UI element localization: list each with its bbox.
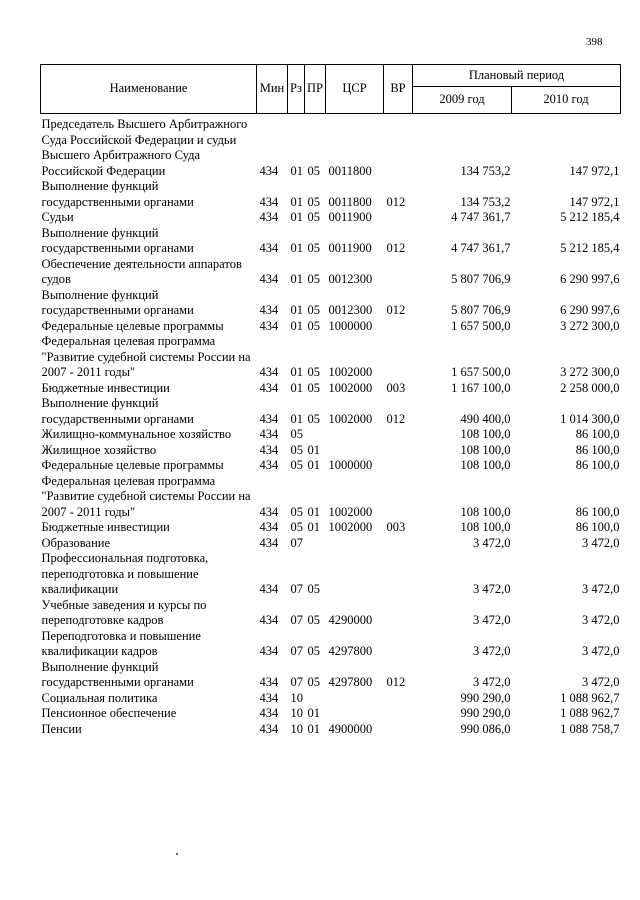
- cell-rz: 01: [290, 380, 303, 395]
- cell-pr: 05: [307, 163, 320, 178]
- cell-vr: [384, 551, 413, 598]
- cell-vr: 012: [386, 194, 406, 209]
- table-row: [41, 629, 621, 660]
- cell-2010: 6 290 997,6: [560, 272, 620, 286]
- header-pr: ПР: [305, 65, 326, 114]
- header-csr: ЦСР: [326, 65, 384, 114]
- cell-name: Социальная политика: [41, 690, 158, 705]
- cell-2009: 4 747 361,7: [451, 241, 511, 255]
- cell-name: Жилищно-коммунальное хозяйство: [41, 427, 232, 441]
- cell-vr: [384, 334, 413, 381]
- cell-2010: 86 100,0: [575, 442, 620, 457]
- cell-csr: [326, 691, 384, 707]
- cell-name: Бюджетные инвестиции: [41, 380, 170, 395]
- cell-2010: 86 100,0: [575, 427, 620, 441]
- cell-vr: [384, 691, 413, 707]
- table-row: [41, 706, 621, 722]
- cell-2010: 3 272 300,0: [560, 318, 620, 333]
- cell-csr: 1002000: [328, 365, 373, 379]
- cell-rz: 01: [290, 303, 303, 317]
- cell-rz: 07: [290, 535, 303, 550]
- cell-pr: 05: [307, 303, 320, 317]
- table-row: [41, 179, 621, 210]
- cell-name: Председатель Высшего Арбитражного Суда Российской Федерации и судьи Высшего Арбитражного Суда Российской Федерации: [41, 117, 248, 178]
- cell-vr: [384, 427, 413, 443]
- cell-name: Пенсионное обеспечение: [41, 706, 177, 720]
- cell-pr: 01: [307, 458, 320, 472]
- cell-2010: 3 272 300,0: [560, 365, 620, 379]
- cell-rz: 05: [290, 427, 303, 441]
- cell-pr: [305, 427, 326, 443]
- cell-pr: 05: [307, 644, 320, 658]
- cell-min: 434: [259, 690, 279, 705]
- cell-min: 434: [259, 427, 279, 441]
- cell-csr: 0011800: [328, 163, 372, 178]
- cell-2009: 108 100,0: [460, 520, 511, 534]
- cell-2009: 4 747 361,7: [451, 210, 511, 224]
- header-year-2010: 2010 год: [512, 87, 621, 114]
- cell-rz: 01: [290, 194, 303, 209]
- table-row: [41, 319, 621, 335]
- cell-csr: 1002000: [328, 380, 373, 395]
- cell-csr: 0011900: [328, 241, 372, 255]
- table-body: [41, 114, 621, 738]
- cell-name: Выполнение функций государственными органами: [41, 179, 194, 209]
- cell-rz: 01: [290, 163, 303, 178]
- cell-csr: 1000000: [328, 318, 373, 333]
- cell-2010: 3 472,0: [582, 613, 620, 627]
- cell-vr: [384, 474, 413, 521]
- cell-csr: [326, 427, 384, 443]
- table-row: [41, 427, 621, 443]
- cell-2010: 86 100,0: [575, 458, 620, 472]
- cell-vr: 012: [386, 411, 406, 426]
- cell-name: Выполнение функций государственными органами: [41, 225, 194, 255]
- cell-2009: 5 807 706,9: [451, 303, 511, 317]
- cell-2009: 3 472,0: [473, 675, 511, 689]
- cell-name: Образование: [41, 535, 111, 550]
- cell-2010: 5 212 185,4: [560, 241, 620, 255]
- cell-rz: 10: [290, 721, 303, 736]
- cell-name: Федеральная целевая программа "Развитие судебной системы России на 2007 - 2011 годы": [41, 473, 251, 519]
- cell-min: 434: [259, 163, 279, 178]
- cell-rz: 01: [290, 241, 303, 255]
- cell-2009: 5 807 706,9: [451, 272, 511, 286]
- cell-pr: 01: [307, 520, 320, 534]
- cell-2010: 1 088 962,7: [560, 690, 620, 705]
- cell-name: Профессиональная подготовка, переподготовка и повышение квалификации: [41, 551, 209, 596]
- page-number: 398: [586, 36, 603, 48]
- cell-min: 434: [259, 272, 279, 286]
- cell-name: Жилищное хозяйство: [41, 442, 157, 457]
- cell-rz: 07: [290, 613, 303, 627]
- header-name: Наименование: [41, 65, 257, 114]
- cell-csr: 0012300: [328, 303, 373, 317]
- cell-name: Выполнение функций государственными органами: [41, 396, 194, 426]
- cell-min: 434: [259, 520, 279, 534]
- table-row: [41, 381, 621, 397]
- cell-2009: 3 472,0: [473, 613, 511, 627]
- cell-2009: 490 400,0: [460, 411, 511, 426]
- cell-2009: 108 100,0: [460, 458, 511, 472]
- cell-min: 434: [259, 458, 279, 472]
- budget-table: [40, 64, 621, 737]
- cell-pr: 05: [307, 613, 320, 627]
- cell-2010: 1 088 962,7: [560, 706, 620, 720]
- cell-name: Выполнение функций государственными органами: [41, 287, 194, 317]
- scan-speck: [176, 853, 178, 855]
- cell-vr: [384, 536, 413, 552]
- header-rz: Рз: [288, 65, 305, 114]
- cell-pr: 01: [307, 442, 320, 457]
- cell-2009: 3 472,0: [473, 582, 511, 596]
- cell-2010: 1 088 758,7: [560, 721, 620, 736]
- table-row: [41, 691, 621, 707]
- cell-min: 434: [259, 303, 279, 317]
- header-plan-period: Плановый период: [413, 65, 621, 87]
- cell-vr: [384, 443, 413, 459]
- cell-pr: [305, 536, 326, 552]
- cell-pr: 01: [307, 504, 320, 519]
- cell-vr: [384, 598, 413, 629]
- cell-csr: 4297800: [328, 675, 373, 689]
- cell-rz: 10: [290, 706, 303, 720]
- cell-rz: 07: [290, 582, 303, 596]
- cell-min: 434: [259, 706, 279, 720]
- cell-pr: [305, 691, 326, 707]
- cell-2010: 6 290 997,6: [560, 303, 620, 317]
- cell-min: 434: [259, 675, 279, 689]
- cell-csr: 1002000: [328, 411, 373, 426]
- cell-2009: 1 657 500,0: [451, 365, 511, 379]
- cell-name: Бюджетные инвестиции: [41, 520, 170, 534]
- cell-2010: 147 972,1: [569, 163, 620, 178]
- cell-min: 434: [259, 411, 279, 426]
- cell-2009: 108 100,0: [460, 427, 511, 441]
- cell-2010: 147 972,1: [569, 194, 620, 209]
- cell-2009: 990 290,0: [460, 690, 511, 705]
- cell-2010: 2 258 000,0: [560, 380, 620, 395]
- cell-2009: 108 100,0: [460, 442, 511, 457]
- cell-min: 434: [259, 194, 279, 209]
- cell-pr: 05: [307, 582, 320, 596]
- cell-min: 434: [259, 442, 279, 457]
- cell-pr: 01: [307, 721, 320, 736]
- cell-rz: 01: [290, 365, 303, 379]
- cell-min: 434: [259, 210, 279, 224]
- cell-pr: 05: [307, 318, 320, 333]
- cell-vr: [384, 629, 413, 660]
- cell-vr: [384, 722, 413, 738]
- cell-csr: [326, 443, 384, 459]
- cell-2010: 86 100,0: [575, 504, 620, 519]
- cell-min: 434: [259, 613, 279, 627]
- cell-rz: 05: [290, 504, 303, 519]
- cell-name: Федеральные целевые программы: [41, 458, 224, 472]
- cell-csr: 0012300: [328, 272, 373, 286]
- cell-min: 434: [259, 380, 279, 395]
- table-row: [41, 334, 621, 381]
- cell-pr: 05: [307, 675, 320, 689]
- cell-2009: 990 290,0: [460, 706, 511, 720]
- cell-2010: 3 472,0: [582, 644, 620, 658]
- table-row: [41, 210, 621, 226]
- cell-vr: [384, 114, 413, 180]
- cell-min: 434: [259, 535, 279, 550]
- cell-2010: 5 212 185,4: [560, 210, 620, 224]
- cell-2010: 3 472,0: [582, 535, 620, 550]
- cell-vr: 003: [386, 380, 406, 395]
- header-vr: ВР: [384, 65, 413, 114]
- cell-pr: 01: [307, 706, 320, 720]
- cell-csr: 4900000: [328, 721, 373, 736]
- cell-min: 434: [259, 644, 279, 658]
- cell-csr: [326, 706, 384, 722]
- cell-2010: 1 014 300,0: [560, 411, 620, 426]
- cell-rz: 05: [290, 458, 303, 472]
- cell-vr: [384, 210, 413, 226]
- cell-rz: 01: [290, 210, 303, 224]
- cell-csr: 0011900: [328, 210, 372, 224]
- header-min: Мин: [257, 65, 288, 114]
- table-header: [41, 65, 621, 114]
- cell-csr: 0011800: [328, 194, 372, 209]
- table-row: [41, 226, 621, 257]
- table-row: [41, 288, 621, 319]
- cell-pr: 05: [307, 272, 320, 286]
- table-row: [41, 474, 621, 521]
- cell-rz: 05: [290, 442, 303, 457]
- cell-name: Федеральная целевая программа "Развитие судебной системы России на 2007 - 2011 годы": [41, 334, 251, 379]
- cell-name: Судьи: [41, 210, 74, 224]
- cell-rz: 01: [290, 272, 303, 286]
- table-row: [41, 660, 621, 691]
- cell-vr: [384, 458, 413, 474]
- cell-name: Учебные заведения и курсы по переподготовке кадров: [41, 597, 207, 627]
- cell-name: Переподготовка и повышение квалификации кадров: [41, 628, 201, 658]
- cell-2009: 108 100,0: [460, 504, 511, 519]
- cell-2009: 134 753,2: [460, 194, 511, 209]
- cell-min: 434: [259, 318, 279, 333]
- cell-vr: 003: [386, 520, 406, 534]
- cell-min: 434: [259, 504, 279, 519]
- cell-2009: 990 086,0: [460, 721, 511, 736]
- cell-2009: 3 472,0: [473, 644, 511, 658]
- cell-name: Федеральные целевые программы: [41, 318, 224, 333]
- cell-vr: 012: [386, 675, 406, 689]
- cell-csr: 1002000: [328, 504, 373, 519]
- header-year-2009: 2009 год: [413, 87, 512, 114]
- cell-csr: 1002000: [328, 520, 373, 534]
- cell-pr: 05: [307, 411, 320, 426]
- cell-name: Пенсии: [41, 721, 82, 736]
- cell-2009: 134 753,2: [460, 163, 511, 178]
- cell-vr: 012: [386, 303, 406, 317]
- cell-csr: 4297800: [328, 644, 373, 658]
- cell-rz: 05: [290, 520, 303, 534]
- table-row: [41, 396, 621, 427]
- cell-name: Обеспечение деятельности аппаратов судов: [41, 256, 242, 286]
- cell-rz: 07: [290, 675, 303, 689]
- cell-name: Выполнение функций государственными органами: [41, 659, 194, 689]
- table-row: [41, 520, 621, 536]
- cell-2009: 1 657 500,0: [451, 318, 511, 333]
- cell-pr: 05: [307, 241, 320, 255]
- table-row: [41, 458, 621, 474]
- cell-csr: 1000000: [328, 458, 373, 472]
- cell-2009: 3 472,0: [473, 535, 511, 550]
- cell-min: 434: [259, 365, 279, 379]
- cell-min: 434: [259, 721, 279, 736]
- table-row: [41, 598, 621, 629]
- cell-pr: 05: [307, 210, 320, 224]
- cell-csr: [326, 551, 384, 598]
- cell-min: 434: [259, 582, 279, 596]
- cell-pr: 05: [307, 380, 320, 395]
- cell-min: 434: [259, 241, 279, 255]
- cell-vr: [384, 319, 413, 335]
- cell-csr: [326, 536, 384, 552]
- cell-rz: 01: [290, 411, 303, 426]
- table-row: [41, 551, 621, 598]
- cell-pr: 05: [307, 194, 320, 209]
- cell-2010: 86 100,0: [575, 520, 620, 534]
- cell-vr: [384, 257, 413, 288]
- cell-rz: 01: [290, 318, 303, 333]
- cell-2010: 3 472,0: [582, 582, 620, 596]
- table-row: [41, 722, 621, 738]
- table-row: [41, 536, 621, 552]
- cell-csr: 4290000: [328, 613, 373, 627]
- table-row: [41, 443, 621, 459]
- cell-vr: 012: [386, 241, 406, 255]
- cell-2009: 1 167 100,0: [451, 380, 511, 395]
- table-row: [41, 257, 621, 288]
- cell-pr: 05: [307, 365, 320, 379]
- cell-rz: 07: [290, 644, 303, 658]
- cell-vr: [384, 706, 413, 722]
- cell-2010: 3 472,0: [582, 675, 620, 689]
- table-row: [41, 114, 621, 180]
- cell-rz: 10: [290, 690, 303, 705]
